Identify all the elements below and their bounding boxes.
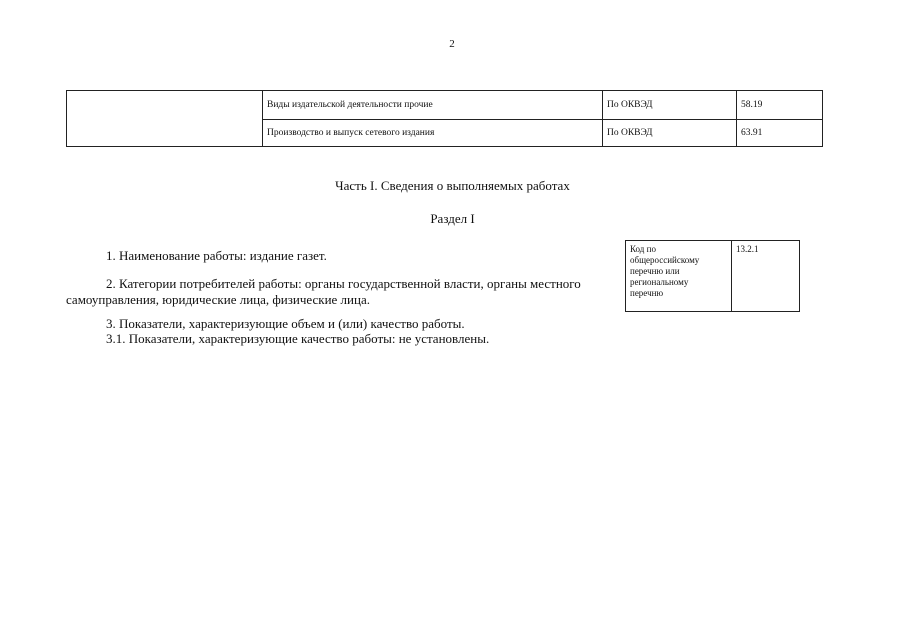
registry-code-label-line: региональному bbox=[630, 277, 689, 287]
consumer-categories-line2: самоуправления, юридические лица, физические лица. bbox=[66, 292, 370, 307]
activity-name-cell: Производство и выпуск сетевого издания bbox=[263, 120, 603, 147]
page-number: 2 bbox=[449, 38, 455, 50]
registry-code-label-line: Код по bbox=[630, 244, 656, 254]
registry-code-label bbox=[626, 241, 732, 312]
registry-code-label-line: общероссийскому bbox=[630, 255, 700, 265]
okved-code-cell: 58.19 bbox=[737, 91, 823, 120]
registry-code-value: 13.2.1 bbox=[732, 241, 800, 312]
classifier-cell: По ОКВЭД bbox=[603, 91, 737, 120]
section-title: Раздел I bbox=[430, 211, 475, 226]
registry-code-label-line: перечню bbox=[630, 288, 664, 298]
empty-cell bbox=[67, 91, 263, 147]
table-row bbox=[67, 91, 823, 120]
consumer-categories-line1: 2. Категории потребителей работы: органы государственной власти, органы местного bbox=[106, 276, 581, 291]
activity-name-cell: Виды издательской деятельности прочие bbox=[263, 91, 603, 120]
registry-code-label-line: перечню или bbox=[630, 266, 680, 276]
registry-code-box bbox=[625, 240, 800, 312]
classifier-cell: По ОКВЭД bbox=[603, 120, 737, 147]
okved-code-cell: 63.91 bbox=[737, 120, 823, 147]
indicators-paragraph: 3. Показатели, характеризующие объем и (или) качество работы. bbox=[106, 316, 465, 331]
work-name-paragraph: 1. Наименование работы: издание газет. bbox=[106, 248, 327, 263]
quality-indicators-paragraph: 3.1. Показатели, характеризующие качество работы: не установлены. bbox=[106, 331, 490, 346]
part-title: Часть I. Сведения о выполняемых работах bbox=[335, 178, 570, 193]
okved-table bbox=[66, 90, 823, 147]
